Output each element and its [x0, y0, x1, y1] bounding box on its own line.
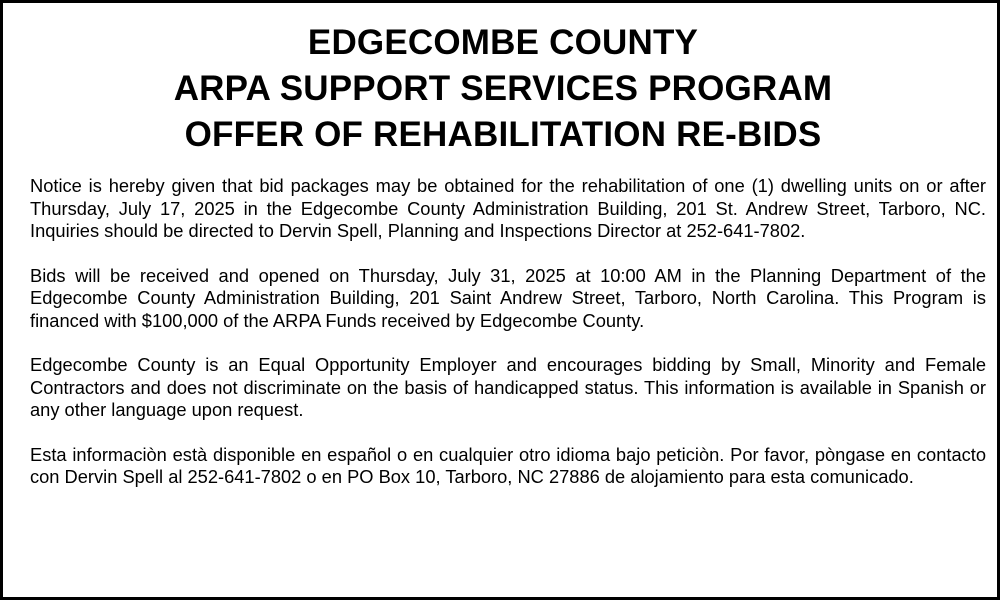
- paragraph-equal-opportunity: Edgecombe County is an Equal Opportunity Employer and encourages bidding by Small, Minority and Female Contractors and does not discriminate on the basis of handicapped status. This information is available in Spanish or any other language upon request.: [30, 354, 986, 420]
- notice-body: [30, 175, 986, 489]
- paragraph-spanish-notice: Esta informaciòn està disponible en español o en cualquier otro idioma bajo peticiòn. Por favor, pòngase en contacto con Dervin Spell al 252-641-7802 o en PO Box 10, Tarboro, NC 27886 de alojamiento para esta comunicado.: [30, 443, 986, 487]
- paragraph-bid-packages: Notice is hereby given that bid packages may be obtained for the rehabilitation of one (1) dwelling units on or after Thursday, July 17, 2025 in the Edgecombe County Administration Building, 201 St. Andrew Street, Tarboro, NC. Inquiries should be directed to Dervin Spell, Planning and Inspections Director at 252-641-7802.: [30, 175, 986, 241]
- title-offer: OFFER OF REHABILITATION RE-BIDS: [184, 115, 822, 154]
- notice-title: [3, 20, 1000, 158]
- title-program: ARPA SUPPORT SERVICES PROGRAM: [173, 69, 833, 108]
- title-county: EDGECOMBE COUNTY: [307, 23, 699, 62]
- paragraph-bid-opening: Bids will be received and opened on Thursday, July 31, 2025 at 10:00 AM in the Planning Department of the Edgecombe County Administration Building, 201 Saint Andrew Street, Tarboro, North Carolina. This Program is financed with $100,000 of the ARPA Funds received by Edgecombe County.: [30, 264, 986, 331]
